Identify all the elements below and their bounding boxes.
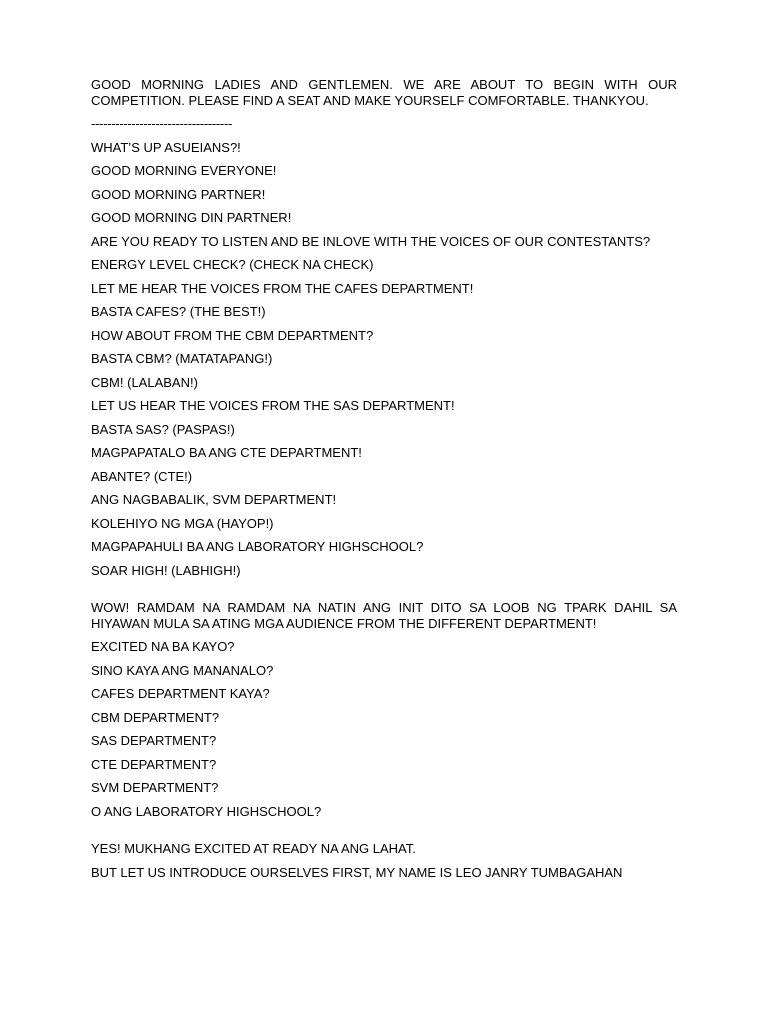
script-line: CBM DEPARTMENT? xyxy=(91,709,220,725)
script-line: ENERGY LEVEL CHECK? (CHECK NA CHECK) xyxy=(91,257,374,272)
intro-paragraph: GOOD MORNING LADIES AND GENTLEMEN. WE ARE ABOUT TO BEGIN WITH OUR COMPETITION. PLEASE FIND A SEAT AND MAKE YOURSELF COMFORTABLE. THANKYOU. xyxy=(91,77,677,108)
script-line: ANG NAGBABALIK, SVM DEPARTMENT! xyxy=(91,492,337,507)
script-line: ABANTE? (CTE!) xyxy=(91,468,193,484)
script-line: YES! MUKHANG EXCITED AT READY NA ANG LAHAT. xyxy=(91,841,416,856)
script-line: LET US HEAR THE VOICES FROM THE SAS DEPARTMENT! xyxy=(91,398,455,413)
script-line: BASTA SAS? (PASPAS!) xyxy=(91,421,235,437)
script-line: SAS DEPARTMENT? xyxy=(91,733,217,748)
script-line: CTE DEPARTMENT? xyxy=(91,756,217,772)
script-line: SINO KAYA ANG MANANALO? xyxy=(91,662,274,678)
script-line: BASTA CBM? (MATATAPANG!) xyxy=(91,351,273,366)
script-line: GOOD MORNING PARTNER! xyxy=(91,186,266,202)
script-line: SVM DEPARTMENT? xyxy=(91,780,219,795)
script-line: SOAR HIGH! (LABHIGH!) xyxy=(91,562,241,578)
script-line: BASTA CAFES? (THE BEST!) xyxy=(91,304,266,319)
script-line: HOW ABOUT FROM THE CBM DEPARTMENT? xyxy=(91,327,374,343)
script-line: LET ME HEAR THE VOICES FROM THE CAFES DEPARTMENT! xyxy=(91,280,474,296)
script-line: EXCITED NA BA KAYO? xyxy=(91,639,235,654)
script-line: WOW! RAMDAM NA RAMDAM NA NATIN ANG INIT DITO SA LOOB NG TPARK DAHIL SA HIYAWAN MULA SA ATING MGA AUDIENCE FROM THE DIFFERENT DEPARTMENT! xyxy=(91,600,677,631)
script-line: GOOD MORNING EVERYONE! xyxy=(91,163,277,178)
script-line: MAGPAPAHULI BA ANG LABORATORY HIGHSCHOOL? xyxy=(91,539,424,554)
script-line: CAFES DEPARTMENT KAYA? xyxy=(91,686,270,701)
document-page xyxy=(91,77,677,888)
script-line: GOOD MORNING DIN PARTNER! xyxy=(91,210,292,225)
script-line: MAGPAPATALO BA ANG CTE DEPARTMENT! xyxy=(91,445,362,460)
script-line: O ANG LABORATORY HIGHSCHOOL? xyxy=(91,803,322,819)
script-line: BUT LET US INTRODUCE OURSELVES FIRST, MY NAME IS LEO JANRY TUMBAGAHAN xyxy=(91,864,623,880)
script-line: KOLEHIYO NG MGA (HAYOP!) xyxy=(91,515,274,531)
script-line: ARE YOU READY TO LISTEN AND BE INLOVE WITH THE VOICES OF OUR CONTESTANTS? xyxy=(91,233,651,249)
script-line: CBM! (LALABAN!) xyxy=(91,374,198,390)
script-line: WHAT’S UP ASUEIANS?! xyxy=(91,139,241,155)
separator-line: ----------------------------------- xyxy=(91,116,233,131)
